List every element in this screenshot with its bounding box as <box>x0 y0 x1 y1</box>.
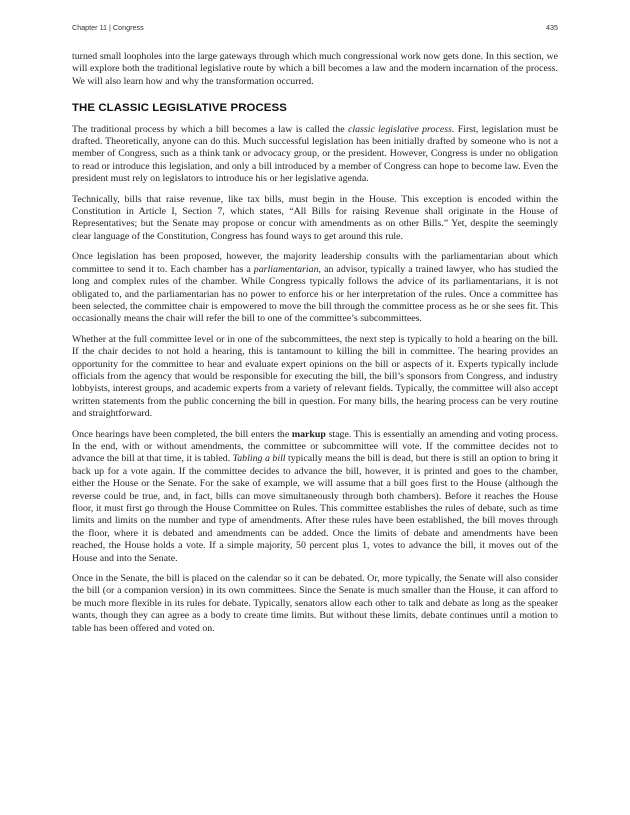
chapter-name: Congress <box>112 23 144 32</box>
chapter-prefix: Chapter 11 <box>72 23 108 32</box>
paragraph-classic-process <box>72 124 558 186</box>
text-run: . First, legislation must be drafted. Theoretically, anyone can do this. Much successful legislation has been initially drafted by someone who is not a member of Congress, such as a think tank or advocacy group, or the president. However, Congress is under no obligation to read or introduce this legislation, and only a bill introduced by a member of Congress can hope to become law. Even the president must rely on legislators to introduce his or her legislative agenda. <box>72 123 559 185</box>
body-text <box>72 51 558 643</box>
text-run: The traditional process by which a bill becomes a law is called the <box>72 123 348 135</box>
paragraph-markup <box>72 429 558 565</box>
intro-paragraph: turned small loopholes into the large gateways through which much congressional work now gets done. In this section, we will explore both the traditional legislative route by which a bill becomes a law and the modern incarnation of the process. We will also learn how and why the transformation occurred. <box>72 51 558 87</box>
text-run: , an advisor, typically a trained lawyer, who has studied the long and complex rules of the chamber. While Congress typically follows the advice of its parliamentarians, it is not obligated to, and the parliamentarian has no power to enforce his or her interpretation of the rules. Once a committee has been selected, the committee chair is empowered to move the bill through the committee process as he or she sees fit. This occasionally means the chair will refer the bill to one of the committee’s subcommittees. <box>72 263 558 325</box>
paragraph-senate: Once in the Senate, the bill is placed on the calendar so it can be debated. Or, more typically, the Senate will also consider the bill (or a companion version) in its own committees. Since the Senate is much smaller than the House, it can afford to be much more flexible in its rules for debate. Typically, senators allow each other to talk and debate as long as the speaker wants, though they can agree as a body to create time limits. But without these limits, debate continues until a motion to table has been offered and voted on. <box>72 573 558 634</box>
page-number: 435 <box>546 23 558 32</box>
term-classic-legislative-process: classic legislative process <box>347 123 452 135</box>
term-parliamentarian: parliamentarian <box>253 263 319 275</box>
chapter-separator: | <box>109 23 111 32</box>
term-markup: markup <box>291 428 326 440</box>
text-run: typically means the bill is dead, but there is still an option to bring it back up for a vote again. If the committee decides to advance the bill, however, it is printed and goes to the chamber, either the House or the Senate. For the sake of example, we will assume that a bill goes first to the House (although the reverse could be true, and, in fact, bills can move simultaneously through both chambers). Before it reaches the House floor, it must first go through the House Committee on Rules. This committee establishes the rules of debate, such as time limits and limits on the number and type of amendments. After these rules have been established, the bill moves through the floor, where it is debated and amendments can be added. Once the limits of debate and amendments have been reached, the House holds a vote. If a simple majority, 50 percent plus 1, votes to advance the bill, it moves out of the House and into the Senate. <box>72 453 558 564</box>
text-run: Once legislation has been proposed, however, the majority leadership consults with the parliamentarian about which committee to send it to. Each chamber has a <box>72 251 558 275</box>
term-tabling-a-bill: Tabling a bill <box>232 453 286 465</box>
running-header <box>72 23 558 35</box>
paragraph-revenue-bills: Technically, bills that raise revenue, like tax bills, must begin in the House. This exception is encoded within the Constitution in Article I, Section 7, which states, “All Bills for raising Revenue shall originate in the House of Representatives; but the Senate may propose or concur with amendments as on other Bills.” Yet, despite the seemingly clear language of the Constitution, Congress has found ways to get around this rule. <box>72 193 558 242</box>
text-run: stage. This is essentially an amending and voting process. In the end, with or without amendments, the committee or subcommittee will vote. If the committee decides not to advance the bill at that time, it is tabled. <box>72 428 559 465</box>
paragraph-hearings: Whether at the full committee level or in one of the subcommittees, the next step is typically to hold a hearing on the bill. If the chair decides to not hold a hearing, this is tantamount to killing the bill in committee. The hearing provides an opportunity for the committee to hear and evaluate expert opinions on the bill or aspects of it. Experts typically include officials from the agency that would be responsible for executing the bill, the bill’s sponsors from Congress, and industry lobbyists, interest groups, and academic experts from a variety of relevant fields. Typically, the committee will also accept written statements from the public concerning the bill in question. For many bills, the hearing process can be very routine and straightforward. <box>72 333 558 420</box>
chapter-label <box>72 23 144 32</box>
paragraph-parliamentarian <box>72 251 558 325</box>
section-heading: THE CLASSIC LEGISLATIVE PROCESS <box>72 102 287 115</box>
text-run: Once hearings have been completed, the bill enters the <box>72 428 292 440</box>
